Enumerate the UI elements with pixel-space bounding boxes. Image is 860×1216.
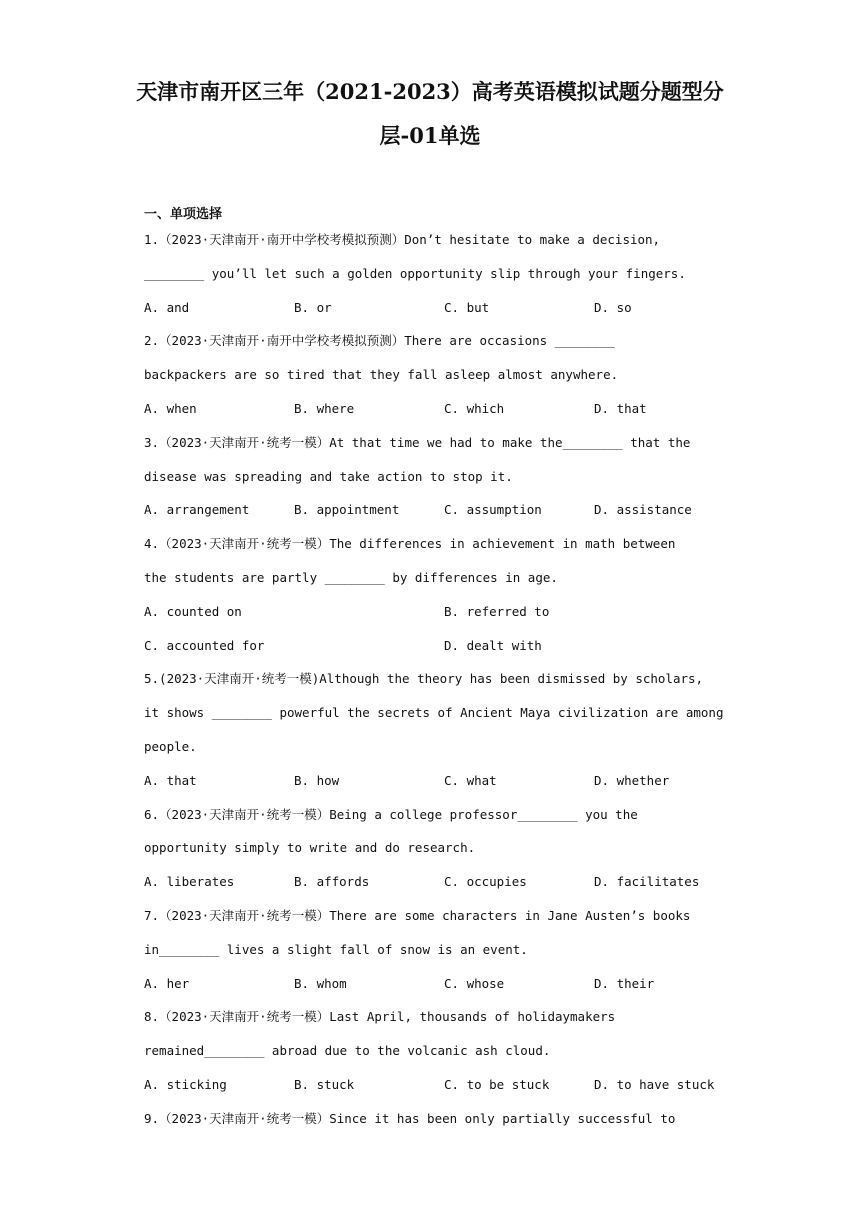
answer-option: B. appointment — [294, 502, 400, 518]
options-row — [144, 764, 724, 798]
question-stem-line: the students are partly ________ by differences in age. — [144, 569, 558, 585]
options-row — [144, 629, 724, 663]
question-stem-line: 2.（2023·天津南开·南开中学校考模拟预测）There are occasions ________ — [144, 333, 615, 349]
answer-option: B. how — [294, 772, 340, 788]
question-list — [144, 223, 724, 1136]
answer-option: A. and — [144, 299, 190, 315]
answer-option: B. or — [294, 299, 332, 315]
question-stem-line: backpackers are so tired that they fall asleep almost anywhere. — [144, 367, 619, 383]
answer-option: A. that — [144, 772, 197, 788]
answer-option: D. that — [594, 400, 647, 416]
answer-option: C. but — [444, 299, 490, 315]
answer-option: D. so — [594, 299, 632, 315]
question-stem-line: 4.（2023·天津南开·统考一模）The differences in achievement in math between — [144, 536, 676, 552]
answer-option: D. assistance — [594, 502, 692, 518]
answer-option: A. when — [144, 400, 197, 416]
answer-option: B. whom — [294, 975, 347, 991]
question-item — [144, 798, 724, 899]
answer-option: A. her — [144, 975, 190, 991]
question-item — [144, 324, 724, 425]
answer-option: D. to have stuck — [594, 1076, 715, 1092]
question-stem-line: in________ lives a slight fall of snow is an event. — [144, 941, 528, 957]
options-row — [144, 291, 724, 325]
question-item — [144, 662, 724, 797]
question-stem-line: remained________ abroad due to the volcanic ash cloud. — [144, 1043, 551, 1059]
question-stem-line: 3.（2023·天津南开·统考一模）At that time we had to make the________ that the — [144, 434, 691, 450]
question-stem-line: 1.（2023·天津南开·南开中学校考模拟预测）Don’t hesitate to make a decision, — [144, 232, 661, 247]
question-stem-line: it shows ________ powerful the secrets of Ancient Maya civilization are among — [144, 705, 724, 721]
question-item — [144, 1102, 724, 1136]
question-stem-line: opportunity simply to write and do research. — [144, 840, 476, 856]
answer-option: C. assumption — [444, 502, 542, 518]
question-stem-line: people. — [144, 738, 197, 754]
answer-option: A. counted on — [144, 603, 242, 619]
answer-option: C. which — [444, 400, 505, 416]
question-stem-line: ________ you’ll let such a golden opportunity slip through your fingers. — [144, 265, 686, 281]
answer-option: C. accounted for — [144, 637, 265, 653]
document-title-line-1: 天津市南开区三年（2021-2023）高考英语模拟试题分题型分 — [136, 79, 724, 104]
answer-option: D. dealt with — [444, 637, 542, 653]
answer-option: C. what — [444, 772, 497, 788]
answer-option: C. whose — [444, 975, 505, 991]
answer-option: A. arrangement — [144, 502, 250, 518]
answer-option: B. referred to — [444, 603, 550, 619]
options-row — [144, 595, 724, 629]
options-row — [144, 1068, 724, 1102]
answer-option: D. whether — [594, 772, 670, 788]
section-heading: 一、单项选择 — [144, 207, 223, 222]
answer-option: D. facilitates — [594, 874, 700, 890]
question-stem-line: 6.（2023·天津南开·统考一模）Being a college professor________ you the — [144, 806, 638, 822]
question-item — [144, 899, 724, 1000]
answer-option: B. where — [294, 400, 355, 416]
options-row — [144, 865, 724, 899]
answer-option: A. liberates — [144, 874, 235, 890]
answer-option: B. affords — [294, 874, 370, 890]
answer-option: D. their — [594, 975, 655, 991]
question-item — [144, 223, 724, 324]
question-stem-line: 7.（2023·天津南开·统考一模）There are some characters in Jane Austen’s books — [144, 907, 691, 923]
answer-option: C. to be stuck — [444, 1076, 550, 1092]
options-row — [144, 392, 724, 426]
question-stem-line: 5.(2023·天津南开·统考一模)Although the theory has been dismissed by scholars, — [144, 671, 704, 687]
question-stem-line: disease was spreading and take action to stop it. — [144, 468, 513, 484]
question-stem-line: 9.（2023·天津南开·统考一模）Since it has been only partially successful to — [144, 1110, 676, 1126]
options-row — [144, 493, 724, 527]
question-item — [144, 1000, 724, 1101]
answer-option: B. stuck — [294, 1076, 355, 1092]
document-title-line-2: 层-01单选 — [379, 123, 481, 148]
question-item — [144, 426, 724, 527]
answer-option: A. sticking — [144, 1076, 227, 1092]
question-stem-line: 8.（2023·天津南开·统考一模）Last April, thousands of holidaymakers — [144, 1009, 616, 1025]
answer-option: C. occupies — [444, 874, 527, 890]
question-item — [144, 527, 724, 662]
options-row — [144, 967, 724, 1001]
